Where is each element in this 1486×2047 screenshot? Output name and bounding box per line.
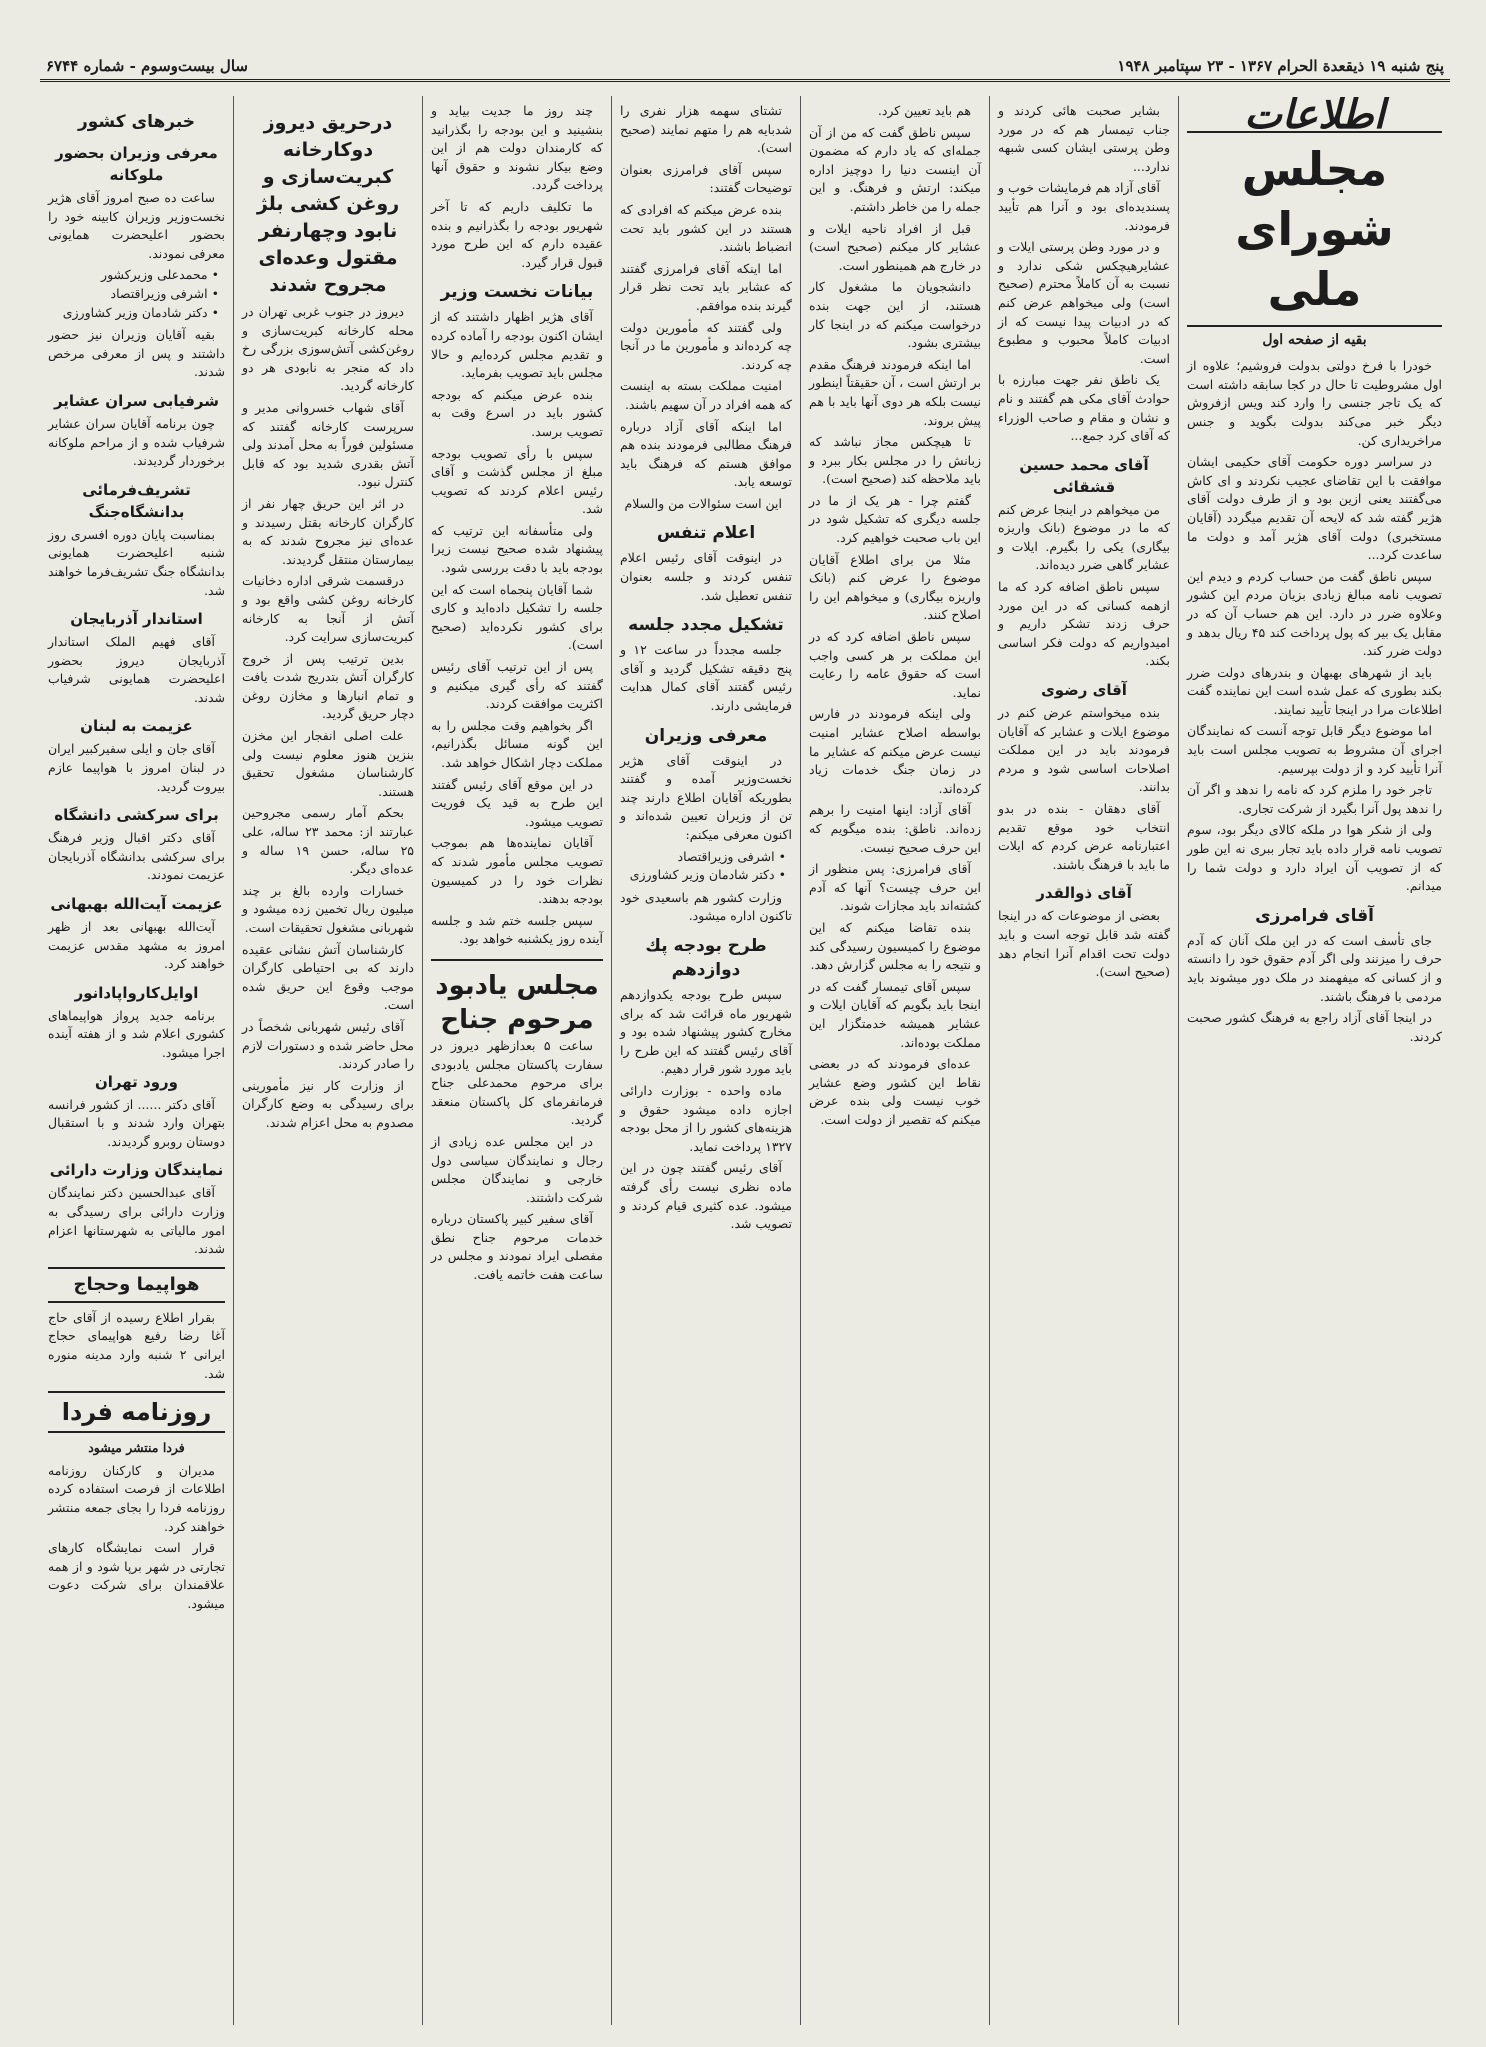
article-paragraph: کارشناسان آتش نشانی عقیده دارند که بی احتیاطی کارگران موجب وقوع این حریق شده است.	[242, 941, 414, 1013]
article-paragraph: عده‌ای فرمودند که در بعضی نقاط این کشور وضع عشایر خوب نیست ولی بنده عرض میکنم که تقصیر از دولت است.	[809, 1056, 981, 1127]
masthead-logo: اطلاعات	[1244, 96, 1385, 138]
headline-majlis: مجلس شورای ملی	[1187, 131, 1442, 327]
tomorrow-paper-subheading: فردا منتشر میشود	[88, 1440, 185, 1456]
article-paragraph: اما اینکه آقای آزاد درباره فرهنگ مطالبی فرمودند بنده هم موافق هستم که فرهنگ باید توسعه یابد.	[620, 418, 792, 490]
article-paragraph: ساعت ده صبح امروز آقای هژیر نخست‌وزیر وزیران کابینه خود را بحضور اعلیحضرت همایونی معرفی نمودند.	[48, 190, 225, 261]
article-paragraph: آقای رئیس شهربانی شخصاً در محل حاضر شده و دستورات لازم را صادر کردند.	[242, 1018, 414, 1072]
article-paragraph: وزارت کشور هم باسعیدی خود تاکنون اداره میشود.	[620, 889, 792, 924]
article-paragraph: پس از این ترتیب آقای رئیس گفتند که رأی گیری میکنیم و اکثریت موافقت کردند.	[431, 659, 603, 712]
article-paragraph: آقای دکتر ...... از کشور فرانسه بتهران وارد شدند و با استقبال دوستان روبرو گردیدند.	[48, 1096, 225, 1149]
article-paragraph: ولی از شکر هوا در ملکه کالای دیگر بود، سوم تصویب نامه قرار داده باید تجار ببری نه این طور که از تصویب آن ایراد دارد و دولت شما را میدانم.	[1187, 822, 1442, 894]
list-item: • اشرفی وزیراقتصاد	[48, 285, 219, 304]
section-heading: اوایل‌کارواپادانور	[74, 983, 199, 1002]
article-paragraph: مثلا من برای اطلاع آقایان موضوع را عرض کنم (بانک واریزه بیگاری) و میخواهم این را اصلاح کنند.	[809, 551, 981, 623]
list-item: • اشرفی وزیراقتصاد	[620, 848, 786, 867]
article-paragraph: درقسمت شرقی اداره دخانیات کارخانه روغن کشی واقع بود و آتش از آنجا به کارخانه کبریت‌سازی سرایت کرد.	[242, 573, 414, 645]
article-paragraph: خسارات وارده بالغ بر چند میلیون ریال تخمین زده میشود و شهربانی مشغول تحقیقات است.	[242, 882, 414, 935]
article-paragraph: تشتای سهمه هزار نفری را شدبایه هم را متهم نمایند (صحیح است).	[620, 103, 792, 156]
section-heading: برای سرکشی دانشگاه	[54, 806, 219, 825]
article-paragraph: بعضی از موضوعات که در اینجا گفته شد قابل توجه است و باید دولت تحت اقدام آنرا انجام دهد (صحیح است).	[998, 908, 1170, 980]
section-heading: بیانات نخست وزیر	[440, 282, 594, 303]
tomorrow-paper-heading: روزنامه فردا	[48, 1391, 225, 1433]
column-4	[611, 96, 800, 2025]
article-paragraph: امنیت مملکت بسته به اینست که همه افراد در آن سهیم باشند.	[620, 378, 792, 412]
article-paragraph: سپس ناطق اضافه کرد که ما ازهمه کسانی که در این مورد حرف زدند تشکر داریم و امیدواریم که دولت فکر اساسی بکند.	[998, 579, 1170, 669]
article-paragraph: من میخواهم در اینجا عرض کنم که ما در موضوع (بانک واریزه بیگاری) یکی را بگیرم. ایلات و عشایر گاهی ضرر دیده‌اند.	[998, 501, 1170, 573]
fire-headline: درحریق دیروز دوکارخانه کبریت‌سازی و روغن‌ کشی بلژ نابود وچهارنفر مقتول وعده‌ای مجروح‌ شدند	[256, 112, 400, 296]
article-paragraph: سپس با رأی تصویب بودجه مبلغ از مجلس گذشت و آقای رئیس اعلام کردند که تصویب شد.	[431, 445, 603, 517]
section-heading: اعلام تنفس	[656, 523, 756, 544]
article-paragraph: در این موقع آقای رئیس گفتند این طرح به قید یک فوریت تصویب میشود.	[431, 776, 603, 829]
article-paragraph: باید از شهرهای بهبهان و بندرهای دولت ضرر بکند بطوری که عمل شده است این نماینده گفت اطلاعات مرا در اینجا تأیید نمایند.	[1187, 664, 1442, 717]
newspaper-page	[40, 70, 1450, 2025]
article-paragraph: سپس طرح بودجه یکدوازدهم شهریور ماه قرائت شد که برای مخارج کشور پیشنهاد شده بود و آقای رئیس گفتند که این طرح را باید مورد شور قرار دهیم.	[620, 986, 792, 1077]
section-heading: آقای رضوی	[1041, 681, 1127, 700]
masthead-date-line: پنج شنبه ۱۹ ذیقعدة الحرام ۱۳۶۷ - ۲۳ سپتامبر ۱۹۴۸	[1117, 56, 1444, 75]
article-paragraph: اما موضوع دیگر قابل توجه آنست که نمایندگان اجرای آن مشروط به تصویب مجلس است باید آنرا تأیید کرد و از دولت بپرسیم.	[1187, 723, 1442, 776]
continued-note: بقیه از صفحه اول	[1262, 331, 1367, 348]
article-paragraph: تا هیچکس مجاز نباشد که زبانش را در مجلس بکار ببرد و باید ملاحظه کند (صحیح است).	[809, 434, 981, 487]
article-paragraph: آقای هژیر اظهار داشتند که از ایشان اکنون بودجه را آماده کرده و تقدیم مجلس کرده‌ایم و حالا مجلس باید تصویب بفرماید.	[431, 309, 603, 381]
article-paragraph: آقای جان و ایلی سفیرکبیر ایران در لبنان امروز با هواپیما عازم بیروت گردید.	[48, 741, 225, 794]
column-5	[422, 96, 611, 2025]
article-paragraph: بنده عرض میکنم که بودجه کشور باید در اسرع وقت به تصویب برسد.	[431, 386, 603, 439]
article-paragraph: گفتم چرا - هر یک از ما در جلسه دیگری که تشکیل شود در این باب صحبت خواهیم کرد.	[809, 492, 981, 546]
article-paragraph: اما اینکه فرمودند فرهنگ مقدم بر ارتش است ، آن حقیقتاً اینطور نیست بلکه هر دوی آنها باید با هم پیش بروند.	[809, 356, 981, 428]
section-heading: آقای محمد حسین قشقائی	[1019, 455, 1149, 496]
section-heading: تشکیل مجدد جلسه	[628, 615, 784, 636]
section-heading: استاندار آذربایجان	[70, 610, 203, 629]
article-paragraph: خودرا با فرخ دولتی بدولت فروشیم؛ علاوه از اول مشروطیت تا حال در کجا سابقه داشته است که یک تاجر جنسی را وارد کند ویس ازفروش دیگر خبر می‌کند بدولت بگوید و جنس مراخریداری کن.	[1187, 358, 1442, 448]
article-paragraph: بنده تقاضا میکنم که این موضوع را کمیسیون رسیدگی کند و نتیجه را به مجلس گزارش دهد.	[809, 919, 981, 973]
masthead-issue-line: سال بیست‌وسوم - شماره ۶۷۴۴	[46, 56, 248, 75]
article-paragraph: سپس آقای فرامرزی بعنوان توضیحات گفتند:	[620, 161, 792, 196]
article-paragraph: این است سئوالات من والسلام	[624, 495, 782, 511]
article-paragraph: سپس ناطق گفت که من از آن جمله‌ای که یاد دارم که مضمون آن اینست دنیا را دوچیز اداره میکند: ارتش و فرهنگ. و این جمله را من خاطر داشتم.	[809, 124, 981, 214]
article-paragraph: در سراسر دوره حکومت آقای حکیمی ایشان موافقت با این تقاضای عجیب نکردند و ای کاش می‌گفتند یعنی ازین بود و از طرف دولت آقای هژیر گفته شد که لایحه آن تقدیم میگردد (آقایان مستخبری) دولت آقای هژیر آمد و دولت ما ساعدت کرد...	[1187, 454, 1442, 563]
column-3	[800, 96, 989, 2025]
article-paragraph: اگر بخواهیم وقت مجلس را به این گونه مسائل بگذرانیم، مملکت دچار اشکال خواهد شد.	[431, 717, 603, 770]
article-paragraph: ساعت ۵ بعدازظهر دیروز در سفارت پاکستان مجلس یادبودی برای مرحوم محمدعلی جناح فرمانفرمای کل پاکستان منعقد گردید.	[431, 1037, 603, 1128]
article-paragraph: شما آقایان پنجماه است که این جلسه را تشکیل داده‌اید و کاری برای کشور نکرده‌اید (صحیح است).	[431, 581, 603, 653]
section-heading: تشریف‌فرمائی بدانشگاه‌جنگ	[82, 480, 191, 521]
section-heading: عزیمت به لبنان	[80, 717, 193, 736]
column-6	[233, 96, 422, 2025]
article-paragraph: آقای رئیس گفتند چون در این ماده نظری نیست رأی گرفته میشود. عده کثیری قیام کردند و تصویب شد.	[620, 1160, 792, 1232]
article-paragraph: سپس آقای تیمسار گفت که در اینجا باید بگویم که آقایان ایلات و عشایر همیشه خدمتگزار این مملکت بوده‌اند.	[809, 978, 981, 1050]
article-paragraph: سپس ناطق اضافه کرد که در این مملکت بر هر کسی واجب است که حقوق عامه را رعایت نماید.	[809, 629, 981, 700]
article-paragraph: آقای آزاد: اینها امنیت را برهم زده‌اند. ناطق: بنده میگویم که این حرف صحیح نیست.	[809, 802, 981, 855]
article-paragraph: بقرار اطلاع رسیده از آقای حاج آغا رضا رفیع هواپیمای حجاج ایرانی ۲ شنبه وارد مدینه منوره شد.	[48, 1309, 225, 1381]
ministers-list	[620, 848, 792, 885]
section-heading: طرح بودجه پك دوازدهم	[645, 935, 767, 980]
section-heading: ورود تهران	[94, 1072, 178, 1091]
article-paragraph: چند روز ما جدیت بیاید و بنشینید و این بودجه را بگذرانید که کارمندان دولت هم از این وضع بیکار نشوند و حقوق آنها پرداخت گردد.	[431, 103, 603, 193]
article-paragraph: بنده میخواستم عرض کنم در موضوع ایلات و عشایر که آقایان فرمودند باید در این مملکت اصلاحات اساسی شود و مردم بدانند.	[998, 705, 1170, 795]
article-paragraph: ولی گفتند که مأمورین دولت چه کرده‌اند و مأمورین ما در آنجا چه کردند.	[620, 319, 792, 372]
article-paragraph: بحکم آمار رسمی مجروحین عبارتند از: محمد ۲۳ ساله، علی ۲۵ ساله، حسن ۱۹ ساله و عده‌ای دیگر.	[242, 805, 415, 877]
article-paragraph: ولی متأسفانه این ترتیب که پیشنهاد شده صحیح نیست زیرا بودجه باید با دقت بررسی شود.	[431, 522, 603, 576]
article-paragraph: آقای عبدالحسین دکتر نمایندگان وزارت دارائی برای رسیدگی به امور مالیاتی به شهرستانها اعزام شدند.	[48, 1185, 225, 1257]
article-paragraph: قرار است نمایشگاه کارهای تجارتی در شهر برپا شود و از همه علاقمندان برای شرکت دعوت میشود.	[48, 1540, 225, 1611]
article-paragraph: و در مورد وطن پرستی ایلات و عشایرهیچکس شکی ندارد و نسبت به آن کاملاً محترم (صحیح است) ولی میخواهم عرض کنم که در ادبیات پیدا نیست که از ادبیات کاملاً محبوب و مطبوع است.	[998, 239, 1170, 366]
column-7	[40, 96, 233, 2025]
article-paragraph: جای تأسف است که در این ملک آنان که آدم حرف را میزنند ولی اگر آدم حقوق خود را دانسته و از کسانی که میفهمند در ملک دور میشوند باید مردمی با فرهنگ باشند.	[1187, 932, 1442, 1004]
article-paragraph: ماده واحده - بوزارت دارائی اجازه داده میشود حقوق و هزینه‌های کشور را از محل بودجه ۱۳۲۷ پرداخت نماید.	[620, 1082, 792, 1154]
column-1	[1178, 96, 1450, 2025]
article-paragraph: بدین ترتیب پس از خروج کارگران آتش بتدریج شدت یافت و تمام انبارها و مخازن روغن دچار حریق گردید.	[242, 650, 414, 722]
article-paragraph: دانشجویان ما مشغول کار هستند، از این جهت بنده درخواست میکنم که در اینجا کار بیشتری بشود.	[809, 279, 981, 351]
article-paragraph: در اینوقت آقای هژیر نخست‌وزیر آمده و گفتند بطوریکه آقایان اطلاع دارند چند تن از وزیران تعیین شده‌اند و اکنون معرفی میکنم:	[620, 752, 792, 842]
article-paragraph: از وزارت کار نیز مأمورینی برای رسیدگی به وضع کارگران مصدوم به محل اعزام شدند.	[242, 1077, 414, 1130]
article-paragraph: یک ناطق نفر جهت مبارزه با حوادث آقای مکی هم گفتند و نام و نشان و مقام و صاحب الوزراء که آقای کرد جمع...	[998, 372, 1170, 444]
list-item: • دکتر شادمان وزیر کشاورزی	[620, 866, 786, 885]
article-paragraph: قبل از افراد ناحیه ایلات و عشایر کار میکنم (صحیح است) در خارج هم همینطور است.	[809, 220, 981, 273]
article-paragraph: آقایان نماینده‌ها هم بموجب تصویب مجلس مأمور شدند که نظرات خود را در کمیسیون بودجه بدهند.	[431, 835, 603, 907]
article-paragraph: آقای دکتر اقبال وزیر فرهنگ برای سرکشی بدانشگاه آذربایجان عزیمت نمودند.	[48, 830, 225, 883]
article-paragraph: جلسه مجدداً در ساعت ۱۲ و پنج دقیقه تشکیل گردید و آقای رئیس گفتند آقای کمال هدایت فرمایشی دارند.	[620, 642, 792, 714]
article-paragraph: آقای سفیر کبیر پاکستان درباره خدمات مرحوم جناح نطق مفصلی ایراد نمودند و مجلس در ساعت هفت خاتمه یافت.	[431, 1211, 603, 1283]
section-heading: آقای ذوالقدر	[1036, 884, 1132, 903]
section-heading: آقای فرامرزی	[1255, 905, 1374, 926]
section-heading: عزیمت آیت‌الله بهبهانی	[50, 895, 223, 914]
section-heading: معرفی وزیران	[644, 725, 768, 746]
article-paragraph: اما اینکه آقای فرامرزی گفتند که عشایر باید تحت نظر قرار گیرند بنده موافقم.	[620, 260, 792, 313]
article-paragraph: دیروز در جنوب غربی تهران در محله کارخانه کبریت‌سازی و روغن‌کشی آتش‌سوزی بزرگی رخ داد که منجر به نابودی هر دو کارخانه گردید.	[242, 304, 414, 394]
memorial-headline: مجلس یادبود مرحوم جناح	[431, 959, 603, 1037]
article-paragraph: در این مجلس عده زیادی از رجال و نمایندگان سیاسی دول خارجی و نمایندگان مجلس شرکت داشتند.	[431, 1133, 603, 1205]
article-paragraph: تاجر خود را ملزم کرد که نامه را ندهد و اگر آن را ندهد پول آنرا بگیرد از شرکت تجاری.	[1187, 782, 1442, 816]
article-paragraph: بنده عرض میکنم که افرادی که هستند در این کشور باید تحت انضباط باشند.	[620, 201, 792, 255]
article-paragraph: آقای دهقان - بنده در بدو انتخاب خود موقع تقدیم اعتبارنامه عرض کردم که ایلات ما باید با فرهنگ باشند.	[998, 801, 1170, 872]
article-paragraph: در اثر این حریق چهار نفر از کارگران کارخانه بقتل رسیدند و عده‌ای نیز مجروح شدند که به بیمارستان منتقل گردیدند.	[242, 495, 414, 567]
article-paragraph: آقای فهیم الملک استاندار آذربایجان دیروز بحضور اعلیحضرت همایونی شرفیاب شدند.	[48, 634, 225, 705]
hajj-heading: هواپیما وحجاج	[48, 1267, 225, 1303]
article-paragraph: در اینوقت آقای رئیس اعلام تنفس کردند و جلسه بعنوان تنفس تعطیل شد.	[620, 550, 792, 603]
article-paragraph: بمناسبت پایان دوره افسری روز شنبه اعلیحضرت همایونی بدانشگاه جنگ تشریف‌فرما خواهند شد.	[48, 526, 225, 598]
article-paragraph: آقای آزاد هم فرمایشات خوب و پسندیده‌ای بود و آنرا هم تأیید فرمودند.	[998, 180, 1170, 233]
article-paragraph: چون برنامه آقایان سران عشایر شرفیاب شده و از مراحم ملوکانه برخوردار گردیدند.	[48, 415, 225, 469]
section-heading: شرفیابی سران عشایر	[53, 391, 220, 410]
article-paragraph: آقای فرامرزی: پس منظور از این حرف چیست؟ آنها که آدم کشته‌اند باید مجازات شوند.	[809, 861, 981, 914]
column-2	[989, 96, 1178, 2025]
article-paragraph: ما تکلیف داریم که تا آخر شهریور بودجه را بگذرانیم و بنده عقیده دارم که این طرح مورد قبول قرار گیرد.	[431, 198, 603, 270]
article-paragraph: در اینجا آقای آزاد راجع به فرهنگ کشور صحبت کردند.	[1187, 1010, 1442, 1044]
article-paragraph: هم باید تعیین کرد.	[877, 103, 971, 118]
article-paragraph: سپس جلسه ختم شد و جلسه آینده روز یکشنبه خواهد بود.	[431, 912, 603, 947]
article-paragraph: علت اصلی انفجار این مخزن بنزین هنوز معلوم نیست ولی کارشناسان مشغول تحقیق هستند.	[242, 728, 414, 799]
section-heading: معرفی وزیران بحضور ملوکانه	[55, 144, 218, 184]
article-paragraph: بشایر صحبت هائی کردند و جناب تیمسار هم که در مورد وطن پرستی ایشان کسی شبهه ندارد...	[998, 103, 1170, 174]
article-paragraph: سپس ناطق گفت من حساب کردم و دیدم این تصویب نامه مبالغ زیادی بزیان مردم این کشور وعلاوه ضرر در دارد. این هم حساب آن که در مقابل یک بیر که پول پرداخت کند ۴۵ ریال بدهد و دولت ضرر کند.	[1187, 568, 1442, 659]
list-item: • محمدعلی وزیرکشور	[48, 266, 219, 285]
article-paragraph: برنامه جدید پرواز هواپیماهای کشوری اعلام شد و از هفته آینده اجرا میشود.	[48, 1007, 225, 1060]
article-paragraph: بقیه آقایان وزیران نیز حضور داشتند و پس از معرفی مرخص شدند.	[48, 327, 225, 380]
section-heading: نمایندگان وزارت دارائی	[49, 1161, 224, 1180]
list-item: • دکتر شادمان وزیر کشاورزی	[48, 304, 219, 323]
ministers-list	[48, 266, 225, 322]
article-paragraph: آیت‌الله بهبهانی بعد از ظهر امروز به مشهد مقدس عزیمت خواهند کرد.	[48, 919, 225, 972]
article-paragraph: ولی اینکه فرمودند در فارس بواسطه اصلاح عشایر امنیت نیست عرض میکنم که عشایر ما در زمان جنگ خدمات زیاد کرده‌اند.	[809, 706, 981, 796]
news-section-heading: خبرهای کشور	[77, 112, 196, 132]
article-paragraph: مدیران و کارکنان روزنامه اطلاعات از فرصت استفاده کرده روزنامه فردا را بجای جمعه منتشر خواهند کرد.	[48, 1462, 225, 1534]
article-paragraph: آقای شهاب خسروانی مدیر و سرپرست کارخانه گفتند که مسئولین فوراً به محل آمدند ولی آتش بقدری شدید بود که قابل کنترل نبود.	[242, 399, 414, 490]
